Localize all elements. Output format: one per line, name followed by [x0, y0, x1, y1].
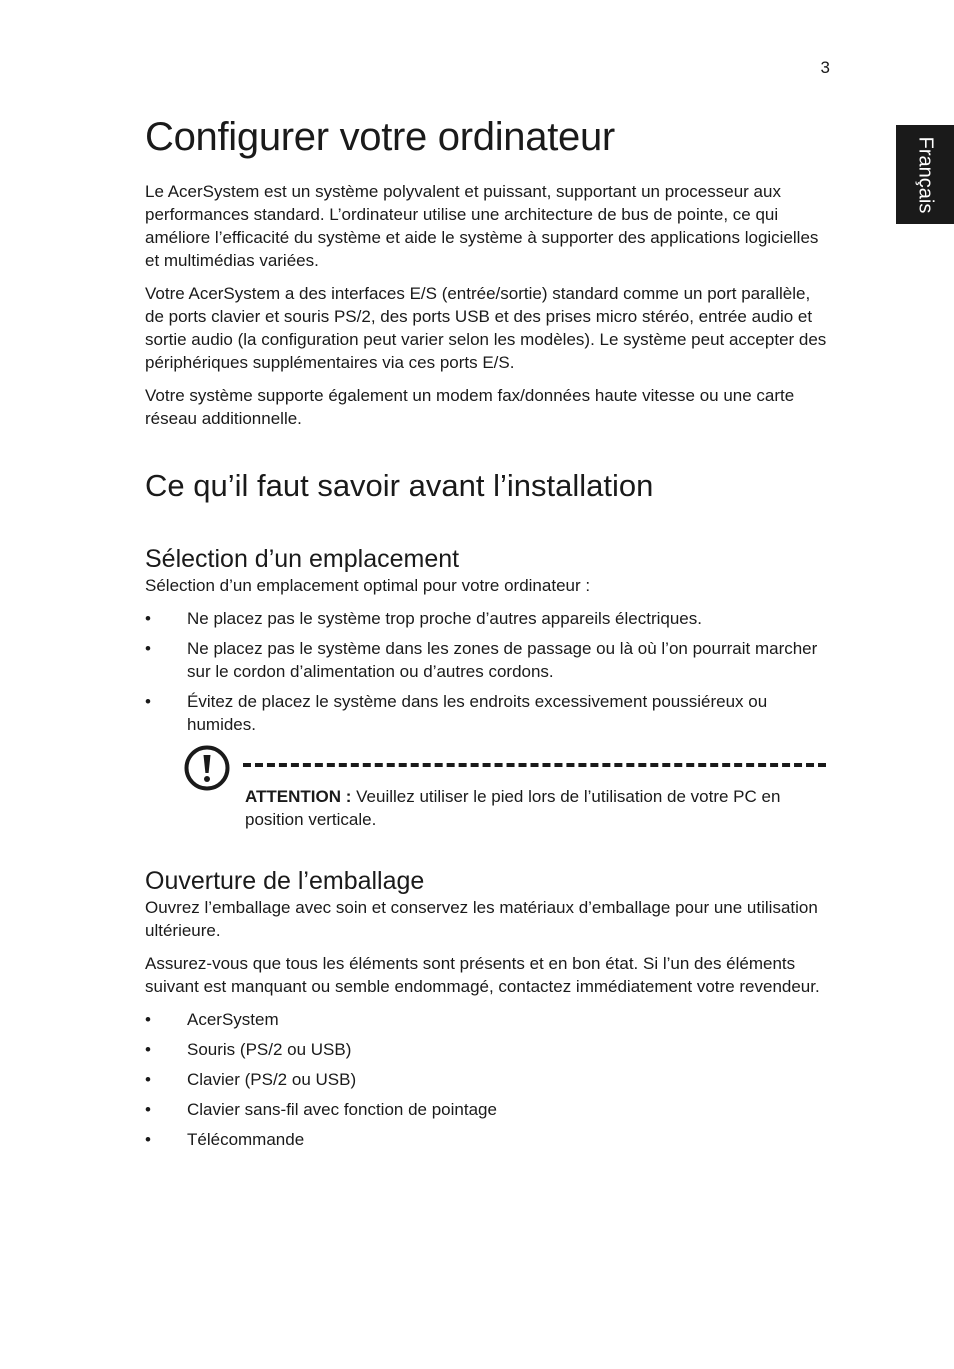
- intro-paragraph: Le AcerSystem est un système polyvalent et puissant, supportant un processeur aux performances standard. L’ordinateur utilise une architecture de bus de pointe, ce qui améliore l’efficacité du système et aide le système à supporter des applications logicielles et multimédias variées.: [145, 182, 819, 270]
- list-item: • AcerSystem: [145, 1008, 830, 1031]
- language-tab-label: Français: [914, 136, 937, 213]
- section-heading-before-install: Ce qu’il faut savoir avant l’installation: [145, 468, 654, 503]
- list-item: • Télécommande: [145, 1128, 830, 1151]
- unpacking-paragraph: Assurez-vous que tous les éléments sont présents et en bon état. Si l’un des éléments suivant est manquant ou semble endommagé, contactez immédiatement votre revendeur.: [145, 954, 820, 996]
- package-contents-list: [145, 1008, 830, 1151]
- subsection-heading-location: Sélection d’un emplacement: [145, 545, 460, 573]
- subsection-heading-unpacking: Ouverture de l’emballage: [145, 867, 425, 895]
- intro-paragraph: Votre AcerSystem a des interfaces E/S (entrée/sortie) standard comme un port parallèle, de ports clavier et souris PS/2, des ports USB et des prises micro stéréo, entrée audio et sortie audio (la configuration peut varier selon les modèles). Le système peut accepter des périphériques supplémentaires via ces ports E/S.: [145, 284, 827, 372]
- list-item: • Clavier (PS/2 ou USB): [145, 1068, 830, 1091]
- page-title: Configurer votre ordinateur: [145, 115, 615, 159]
- intro-paragraph: Votre système supporte également un modem fax/données haute vitesse ou une carte réseau additionnelle.: [145, 386, 795, 428]
- list-item: • Ne placez pas le système dans les zones de passage ou là où l’on pourrait marcher sur le cordon d’alimentation ou d’autres cordons.: [145, 637, 830, 683]
- list-item: • Clavier sans-fil avec fonction de pointage: [145, 1098, 830, 1121]
- dashed-divider: [243, 763, 826, 767]
- location-intro: Sélection d’un emplacement optimal pour votre ordinateur :: [145, 576, 591, 595]
- unpacking-paragraph: Ouvrez l’emballage avec soin et conservez les matériaux d’emballage pour une utilisation ultérieure.: [145, 898, 818, 940]
- language-tab: [896, 125, 954, 224]
- attention-body: Veuillez utiliser le pied lors de l’utilisation de votre PC en position verticale.: [245, 787, 781, 829]
- page-content: [145, 112, 830, 1158]
- location-list: [145, 607, 830, 736]
- warning-exclamation-icon: [183, 744, 231, 792]
- list-item: • Souris (PS/2 ou USB): [145, 1038, 830, 1061]
- list-item: • Ne placez pas le système trop proche d’autres appareils électriques.: [145, 607, 830, 630]
- list-item: • Évitez de placez le système dans les endroits excessivement poussiéreux ou humides.: [145, 690, 830, 736]
- attention-label: ATTENTION :: [245, 787, 352, 806]
- page-number: 3: [820, 58, 830, 77]
- attention-note: [145, 744, 830, 836]
- attention-text: [245, 785, 815, 831]
